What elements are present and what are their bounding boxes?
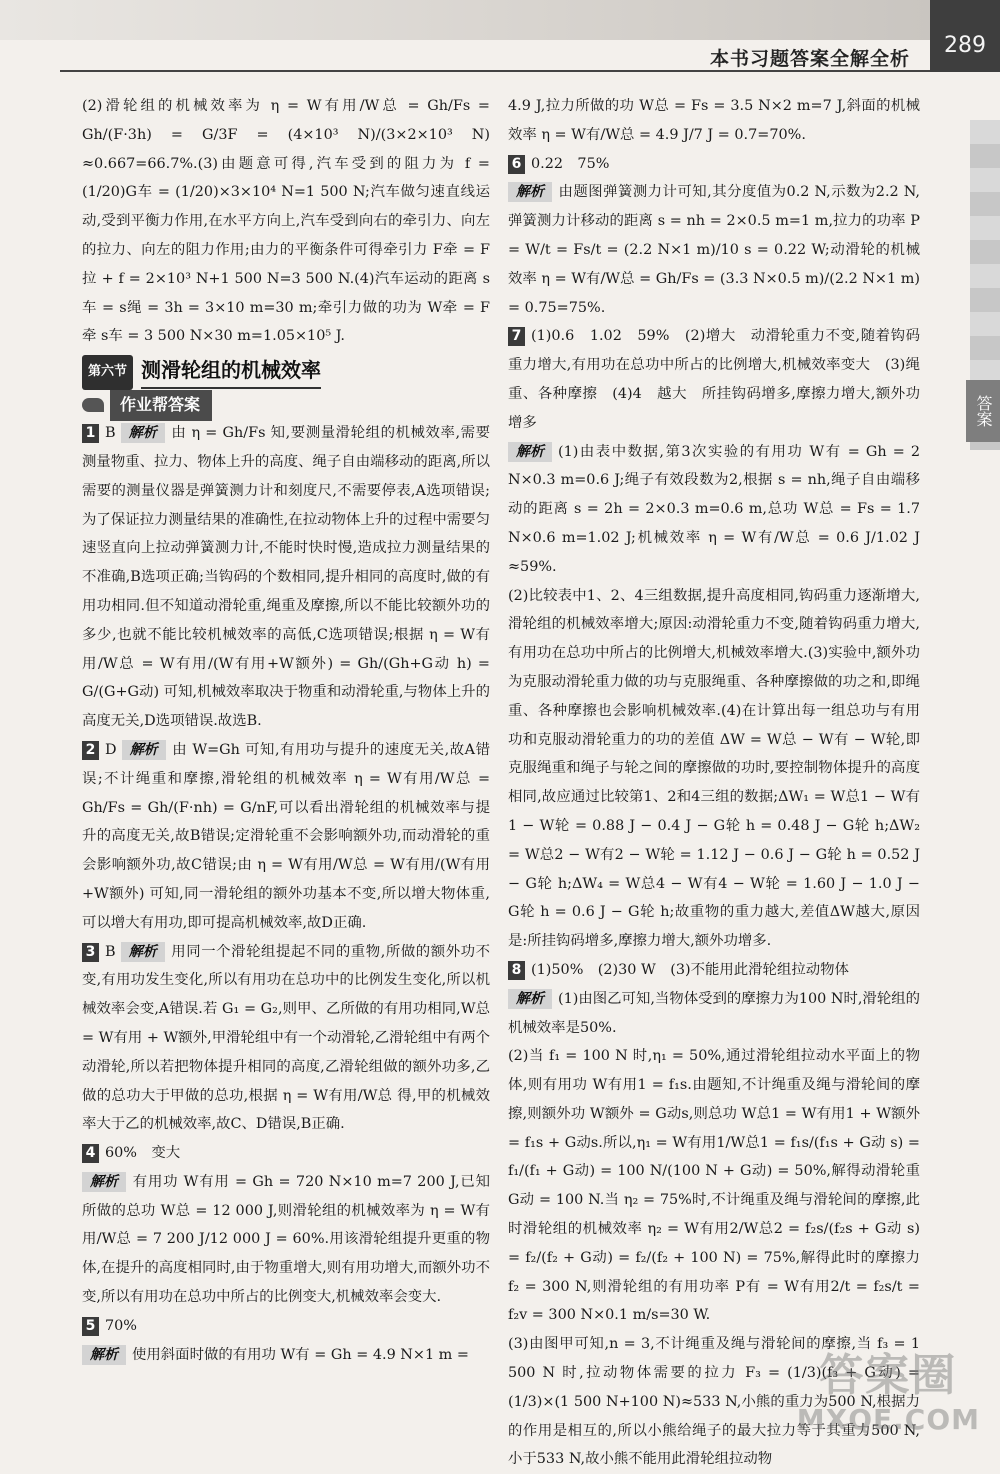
watermark-logo xyxy=(797,1339,980,1436)
analysis-label: 解析 xyxy=(122,740,166,760)
page-number: 289 xyxy=(930,0,1000,72)
question-explanation: 由 η = Gh/Fs 知,要测量滑轮组的机械效率,需要测量物重、拉力、物体上升的高度、绳子自由端移动的距离,所以需要的测量仪器是弹簧测力计和刻度尺,不需要停表,A选项错误;为了保证拉力测量结果的准确性,在拉动物体上升的过程中需要匀速竖直向上拉动弹簧测力计,不能时快时慢,造成拉力测量结果的不准确,B选项正确;当钩码的个数相同,提升相同的高度时,做的有用功相同.但不知道动滑轮重,绳重及摩擦,所以不能比较额外功的多少,也就不能比较机械效率的高低,C选项错误;根据 η = W有用/W总 = W有用/(W有用+W额外) = Gh/(Gh+G动 h) = G/(G+G动) 可知,机械效率取决于物重和动滑轮重,与物体上升的高度无关,D选项错误.故选B. xyxy=(82,425,491,730)
section-tag: 第六节 xyxy=(82,355,133,390)
question-explanation: 用同一个滑轮组提起不同的重物,所做的额外功不变,有用功发生变化,所以有用功在总功中的比例发生变化,所以机械效率会变,A错误.若 G₁ = G₂,则甲、乙所做的有用功相同,W总 = W有用 + W额外,甲滑轮组中有一个动滑轮,乙滑轮组中有两个动滑轮,所以若把物体提升相同的高度,乙滑轮组做的额外功多,乙做的总功大于甲做的总功,根据 η = W有用/W总 得,甲的机械效率大于乙的机械效率,故C、D错误,B正确. xyxy=(82,943,491,1133)
continued-answer: (2)滑轮组的机械效率为 η = W有用/W总 = Gh/Fs = Gh/(F·3h) = G/3F = (4×10³ N)/(3×2×10³ N) ≈0.667=66.7%.(3)由题意可得,汽车受到的阻力为 f = (1/20)G车 = (1/20)×3×10⁴ N=1 500 N;汽车做匀速直线运动,受到平衡力作用,在水平方向上,汽车受到向右的牵引力、向左的拉力、向左的阻力作用;由力的平衡条件可得牵引力 F牵 = F拉 + f = 2×10³ N+1 500 N=3 500 N.(4)汽车运动的距离 s车 = s绳 = 3h = 3×10 m=30 m;牵引力做的功为 W牵 = F牵 s车 = 3 500 N×30 m=1.05×10⁵ J. xyxy=(82,98,490,345)
question-number: 7 xyxy=(508,327,525,346)
question-1 xyxy=(82,419,490,736)
section-title: 测滑轮组的机械效率 xyxy=(141,356,321,389)
analysis-label: 解析 xyxy=(82,1345,126,1365)
question-4-analysis xyxy=(82,1168,490,1312)
question-answer: (1)50% (2)30 W (3)不能用此滑轮组拉动物体 xyxy=(531,961,849,978)
header-band xyxy=(0,0,930,40)
question-explanation: 由 W=Gh 可知,有用功与提升的速度无关,故A错误;不计绳重和摩擦,滑轮组的机械效率 η = W有用/W总 = Gh/Fs = Gh/(F·nh) = G/nF,可以看出滑轮组的机械效率与提升的高度无关,故B错误;定滑轮重不会影响额外功,而动滑轮的重会影响额外功,故C错误;由 η = W有用/W总 = W有用/(W有用+W额外) 可知,同一滑轮组的额外功基本不变,所以增大物体重,可以增大有用功,即可提高机械效率,故D正确. xyxy=(82,741,490,931)
question-7-analysis-cont: (2)比较表中1、2、4三组数据,提升高度相同,钩码重力逐渐增大,滑轮组的机械效率增大;原因:动滑轮重力不变,随着钩码重力增大,有用功在总功中所占的比例增大,机械效率增大.(3)实验中,额外功为克服动滑轮重力做的功与克服绳重、各种摩擦做的功之和,即绳重、各种摩擦也会影响机械效率.(4)在计算出每一组总功与有用功和克服动滑轮重力的功的差值 ΔW = W总 − W有 − W轮,即克服绳重和绳子与轮之间的摩擦做的功时,要控制物体提升的高度相同,故应通过比较第1、2和4三组的数据;ΔW₁ = W总1 − W有1 − W轮 = 0.88 J − 0.4 J − G轮 h = 0.48 J − G轮 h;ΔW₂ = W总2 − W有2 − W轮 = 1.12 J − 0.6 J − G轮 h = 0.52 J − G轮 h;ΔW₄ = W总4 − W有4 − W轮 = 1.60 J − 1.0 J − G轮 h = 0.6 J − G轮 h;故重物的重力越大,差值ΔW越大,原因是:所挂钩码增多,摩擦力增大,额外功增多. xyxy=(508,587,920,950)
watermark-text: 答案圈 xyxy=(819,1350,958,1401)
question-answer: B xyxy=(105,425,116,442)
analysis-label: 解析 xyxy=(508,989,552,1009)
left-column xyxy=(82,92,490,1369)
question-explanation: (1)由表中数据,第3次实验的有用功 W有 = Gh = 2 N×0.3 m=0.6 J;绳子有效段数为2,根据 s = nh,绳子自由端移动的距离 s = 2h = 2×0.3 m=0.6 m,总功 W总 = Fs = 1.7 N×0.6 m=1.02 J;机械效率 η = W有/W总 = 0.6 J/1.02 J ≈59%. xyxy=(508,443,920,575)
question-answer: 70% xyxy=(105,1317,137,1334)
question-explanation: (1)由图乙可知,当物体受到的摩擦力为100 N时,滑轮组的机械效率是50%. xyxy=(508,990,920,1036)
question-6 xyxy=(508,150,920,179)
side-tab-label: 答案 xyxy=(966,380,1000,442)
question-answer: 60% 变大 xyxy=(105,1145,181,1162)
question-5-continued: 4.9 J,拉力所做的功 W总 = Fs = 3.5 N×2 m=7 J,斜面的机械效率 η = W有/W总 = 4.9 J/7 J = 0.7=70%. xyxy=(508,98,920,143)
subsection-title: 作业帮答案 xyxy=(110,390,212,421)
analysis-label: 解析 xyxy=(508,442,552,462)
question-answer: B xyxy=(105,943,116,960)
question-number: 4 xyxy=(82,1144,99,1163)
question-explanation: 由题图弹簧测力计可知,其分度值为0.2 N,示数为2.2 N,弹簧测力计移动的距离 s = nh = 2×0.5 m=1 m,拉力的功率 P = W/t = Fs/t = (2.2 N×1 m)/10 s = 0.22 W;动滑轮的机械效率 η = W有/W总 = Gh/Fs = (3.3 N×0.5 m)/(2.2 N×1 m) = 0.75=75%. xyxy=(508,184,920,316)
question-3 xyxy=(82,938,490,1140)
question-number: 2 xyxy=(82,741,99,760)
analysis-label: 解析 xyxy=(82,1172,126,1192)
question-explanation: 使用斜面时做的有用功 W有 = Gh = 4.9 N×1 m = xyxy=(132,1346,469,1363)
question-number: 3 xyxy=(82,943,99,962)
analysis-label: 解析 xyxy=(508,182,552,202)
question-answer: (1)0.6 1.02 59% (2)增大 动滑轮重力不变,随着钩码重力增大,有用功在总功中所占的比例增大,机械效率变大 (3)绳重、各种摩擦 (4)4 越大 所挂钩码增多,摩擦力增大,额外功增多 xyxy=(508,328,920,431)
question-5 xyxy=(82,1312,490,1341)
question-4 xyxy=(82,1139,490,1168)
header-title: 本书习题答案全解全析 xyxy=(709,48,910,70)
subsection-heading xyxy=(82,393,490,417)
question-8-analysis-2: (2)当 f₁ = 100 N 时,η₁ = 50%,通过滑轮组拉动水平面上的物体,则有用功 W有用1 = f₁s.由题知,不计绳重及绳与滑轮间的摩擦,则额外功 W额外 = G动s,则总功 W总1 = W有用1 + W额外 = f₁s + G动s.所以,η₁ = W有用1/W总1 = f₁s/(f₁s + G动 s) = f₁/(f₁ + G动) = 100 N/(100 N + G动) = 50%,解得动滑轮重 G动 = 100 N.当 η₂ = 75%时,不计绳重及绳与滑轮间的摩擦,此时滑轮组的机械效率 η₂ = W有用2/W总2 = f₂s/(f₂s + G动 s) = f₂/(f₂ + G动) = f₂/(f₂ + 100 N) = 75%,解得此时的摩擦力 f₂ = 300 N,则滑轮组的有用功率 P有 = W有用2/t = f₂s/t = f₂v = 300 N×0.1 m/s=30 W. xyxy=(508,1048,920,1324)
question-explanation: 有用功 W有用 = Gh = 720 N×10 m=7 200 J,已知所做的总功 W总 = 12 000 J,则滑轮组的机械效率为 η = W有用/W总 = 7 200 J/12 000 J = 60%.用该滑轮组提升更重的物体,在提升的高度相同时,由于物重增大,则有用功增大,而额外功不变,所以有用功在总功中所占的比例变大,机械效率会变大. xyxy=(82,1173,490,1306)
question-number: 6 xyxy=(508,155,525,174)
question-6-analysis xyxy=(508,178,920,322)
analysis-label: 解析 xyxy=(121,423,165,443)
question-5-analysis xyxy=(82,1341,490,1370)
watermark-url: MXQE.COM xyxy=(796,1403,980,1436)
question-7-analysis xyxy=(508,438,920,582)
question-number: 5 xyxy=(82,1317,99,1336)
page-header xyxy=(0,0,1000,78)
right-column xyxy=(508,92,920,1474)
question-8 xyxy=(508,956,920,985)
question-8-analysis-3: (3)由图甲可知,n = 3,不计绳重及绳与滑轮间的摩擦,当 f₃ = 1 500 N 时,拉动物体需要的拉力 F₃ = (1/3)(f₃ + G动) = (1/3)×(1 500 N+100 N)≈533 N,小熊的重力为500 N,根据力的作用是相互的,所以小熊给绳子的最大拉力等于其重力500 N,小于533 N,故小熊不能用此滑轮组拉动物 xyxy=(508,1336,920,1468)
header-rule xyxy=(60,70,930,72)
question-answer: 0.22 75% xyxy=(531,155,610,172)
section-heading xyxy=(82,355,490,389)
question-2 xyxy=(82,736,490,938)
question-8-analysis xyxy=(508,985,920,1043)
question-answer: D xyxy=(105,741,117,758)
question-7 xyxy=(508,322,920,437)
speech-bubble-icon xyxy=(82,398,104,412)
analysis-label: 解析 xyxy=(121,942,165,962)
question-number: 1 xyxy=(82,424,99,443)
question-number: 8 xyxy=(508,961,525,980)
